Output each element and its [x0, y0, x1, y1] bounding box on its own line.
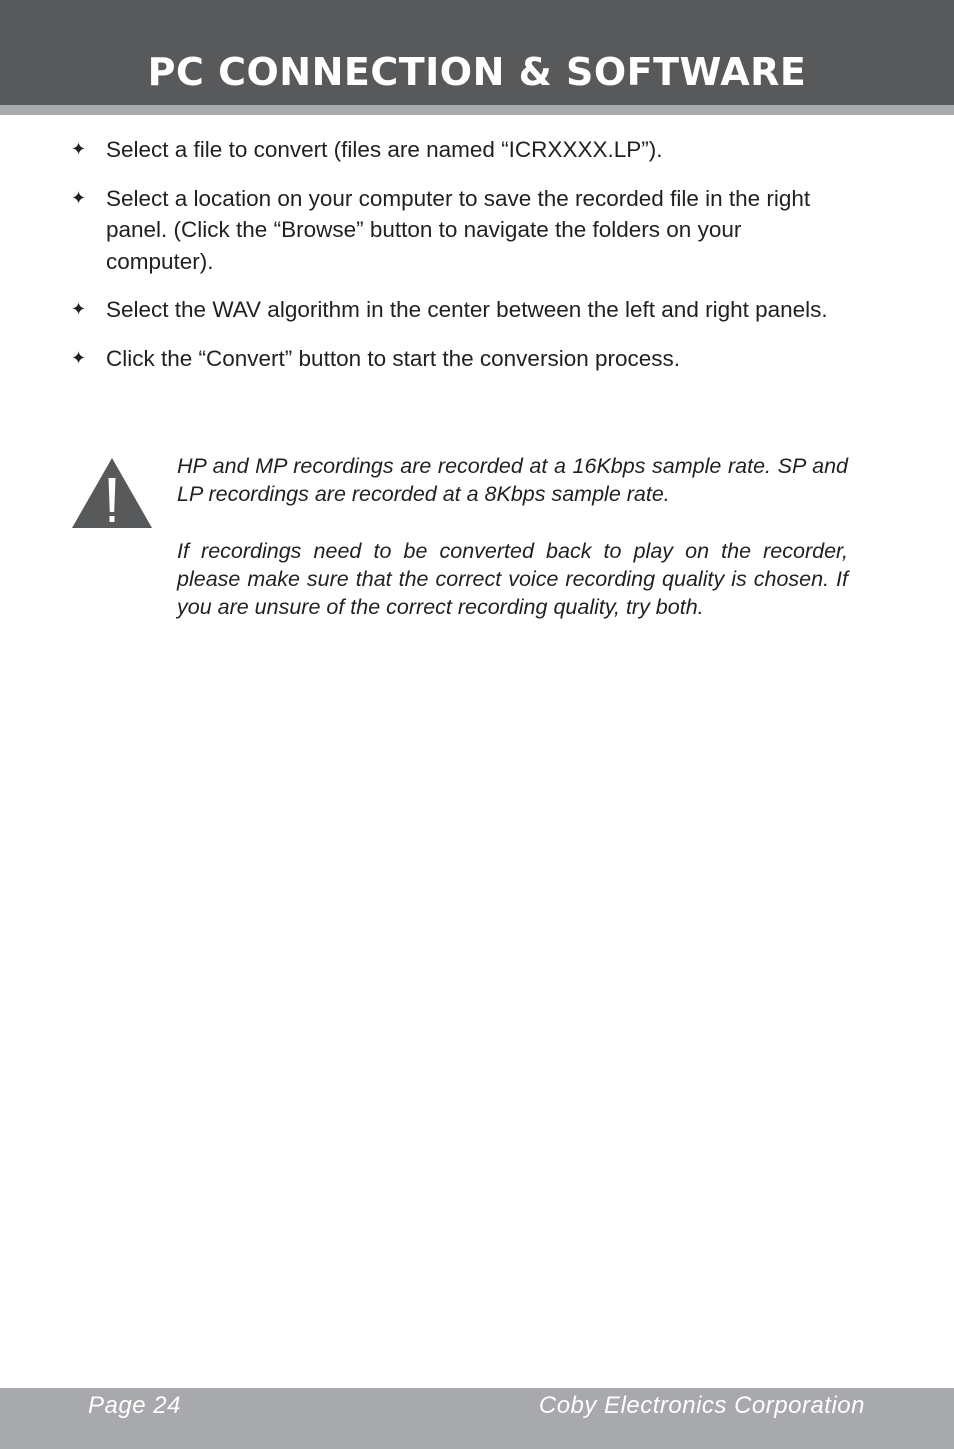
list-item [0, 134, 954, 166]
list-item-text: Click the “Convert” button to start the conversion process. [106, 345, 681, 371]
note-paragraph: HP and MP recordings are recorded at a 16Kbps sample rate. SP and LP recordings are recorded at a 8Kbps sample rate. [177, 454, 848, 507]
page-number: Page 24 [88, 1392, 181, 1419]
company-name: Coby Electronics Corporation [538, 1392, 865, 1419]
list-item [0, 343, 954, 375]
list-item-text: Select the WAV algorithm in the center between the left and right panels. [106, 297, 828, 322]
star-bullet-icon: ✦ [71, 347, 87, 368]
list-item [0, 294, 954, 326]
instruction-list [0, 134, 954, 391]
caution-note [177, 452, 848, 621]
list-item-text: Select a location on your computer to save the recorded file in the right panel. (Click the “Browse” button to navigate the folders on your computer). [106, 185, 811, 274]
list-item [0, 183, 954, 278]
header-stripe [0, 105, 954, 115]
star-bullet-icon: ✦ [71, 299, 87, 319]
page-title: PC CONNECTION & SOFTWARE [147, 50, 807, 94]
list-item-text: Select a file to convert (files are named “ICRXXXX.LP”). [106, 137, 663, 162]
warning-icon [70, 456, 154, 530]
star-bullet-icon: ✦ [71, 139, 87, 159]
note-paragraph: If recordings need to be converted back to play on the recorder, please make sure that the correct voice recording quality is chosen. If you are unsure of the correct recording quality, try both. [177, 538, 848, 620]
star-bullet-icon: ✦ [71, 187, 87, 208]
